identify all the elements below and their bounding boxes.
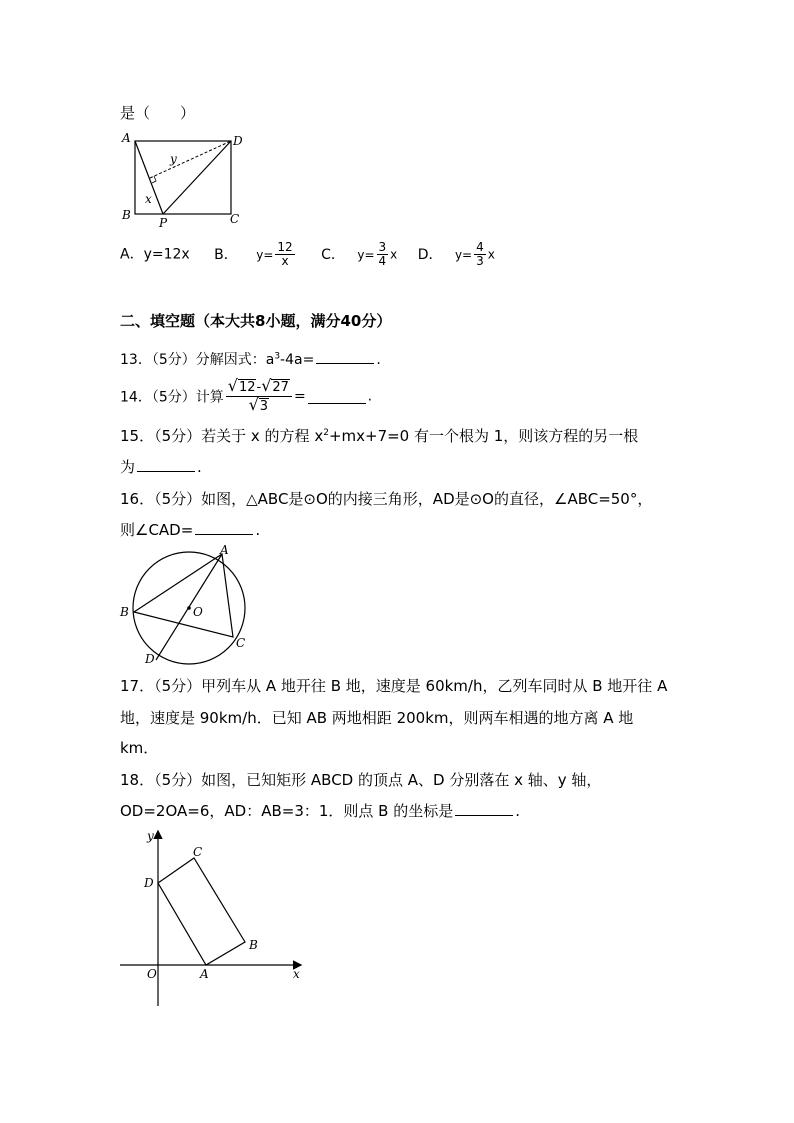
q13-end: . <box>376 352 381 368</box>
option-c-prefix[interactable]: C． <box>321 246 345 263</box>
fraction-numerator: 3 <box>378 240 387 254</box>
question-13 <box>120 349 381 369</box>
option-d-fraction <box>474 241 486 268</box>
answer-blank[interactable] <box>308 389 366 404</box>
q14-equals: = <box>293 388 306 405</box>
center-point <box>187 606 191 610</box>
label-c: C <box>236 636 246 650</box>
question-15-line1: 15．（5分）若关于 x 的方程 $x^2+mx+7=0$ 有一个根为 1，则该方程的另一根 <box>120 427 639 445</box>
q18-coordinate-figure <box>115 826 310 1006</box>
label-o: O <box>193 605 203 619</box>
sqrt-27: 27 <box>272 380 289 395</box>
label-b: B <box>122 208 131 222</box>
q13-exponent: 3 <box>274 351 281 362</box>
label-c: C <box>230 212 240 226</box>
label-d: D <box>233 134 243 148</box>
option-a[interactable]: A．y=12x <box>120 246 190 263</box>
option-c-fraction <box>377 241 389 268</box>
sqrt-12: 12 <box>238 380 256 395</box>
label-b: B <box>120 605 129 619</box>
minus-sign: - <box>256 380 262 395</box>
perpendicular-dashed <box>150 141 231 178</box>
q12-options <box>120 241 495 268</box>
label-b: B <box>249 938 258 952</box>
fraction-numerator: 12 <box>277 240 293 254</box>
label-a: A <box>220 543 229 557</box>
fraction-denominator: 3 <box>476 254 484 268</box>
q14-head: 14．（5分）计算 <box>120 389 224 406</box>
label-x: x <box>293 967 300 981</box>
label-y: y <box>170 152 177 166</box>
label-d: D <box>145 652 155 666</box>
label-o: O <box>147 967 157 981</box>
answer-blank[interactable] <box>455 801 513 816</box>
fraction-numerator: 4 <box>476 240 484 254</box>
q15-exponent: 2 <box>323 428 329 438</box>
label-p: P <box>159 216 168 230</box>
question-17-line2: 地，速度是 90km/h．已知 AB 两地相距 200km，则两车相遇的地方离 A 地 <box>120 709 634 727</box>
triangle-abc <box>134 554 233 637</box>
answer-blank[interactable] <box>316 349 374 364</box>
option-d-var: x <box>487 247 495 262</box>
question-17-line1: 17．（5分）甲列车从 A 地开往 B 地，速度是 60km/h，乙列车同时从 B 地开往 A <box>120 677 668 695</box>
question-18-line2: OD=2OA=6，AD：AB=3：1．则点 B 的坐标是 . <box>120 802 521 820</box>
label-a: A <box>200 967 209 981</box>
fraction-denominator: 4 <box>378 254 387 268</box>
q12-tail: 是（ ） <box>120 104 196 122</box>
q13-rest: -4a= <box>280 352 315 368</box>
answer-blank[interactable] <box>195 520 253 535</box>
option-b-lhs: y= <box>256 247 274 262</box>
option-c-lhs: y= <box>357 247 375 262</box>
question-14 <box>120 378 372 415</box>
question-16-line1: 16．（5分）如图，△ABC是⊙O的内接三角形，AD是⊙O的直径，∠ABC=50°， <box>120 490 653 508</box>
option-b-fraction <box>275 241 294 268</box>
option-d-prefix[interactable]: D． <box>417 246 443 263</box>
fraction-denominator: x <box>281 254 289 268</box>
option-b-prefix[interactable]: B． <box>214 246 238 263</box>
question-18-line1: 18．（5分）如图，已知矩形 ABCD 的顶点 A、D 分别落在 x 轴、y 轴， <box>120 771 602 789</box>
option-d-lhs: y= <box>454 247 473 262</box>
q13-head: 13．（5分）分解因式：a <box>120 352 275 368</box>
section-heading: 二、填空题（本大共8小题，满分40分） <box>120 312 392 330</box>
label-x: x <box>145 192 152 206</box>
q14-fraction: $\frac{√12-√27}{√3}$ <box>226 378 292 415</box>
question-17-line3: km． <box>120 739 159 757</box>
q16-circle-figure <box>115 543 255 668</box>
option-c-var: x <box>390 247 398 262</box>
q14-end: . <box>367 388 373 405</box>
sqrt-3: 3 <box>259 399 269 414</box>
label-c: C <box>193 845 203 859</box>
label-y: y <box>147 829 154 843</box>
q12-rectangle-figure <box>115 128 255 233</box>
rectangle-abcd <box>158 858 245 965</box>
question-15-line2: 为 . <box>120 458 202 476</box>
label-d: D <box>144 876 154 890</box>
label-a: A <box>122 131 131 145</box>
answer-blank[interactable] <box>137 457 195 472</box>
question-16-line2: 则∠CAD= . <box>120 521 261 539</box>
